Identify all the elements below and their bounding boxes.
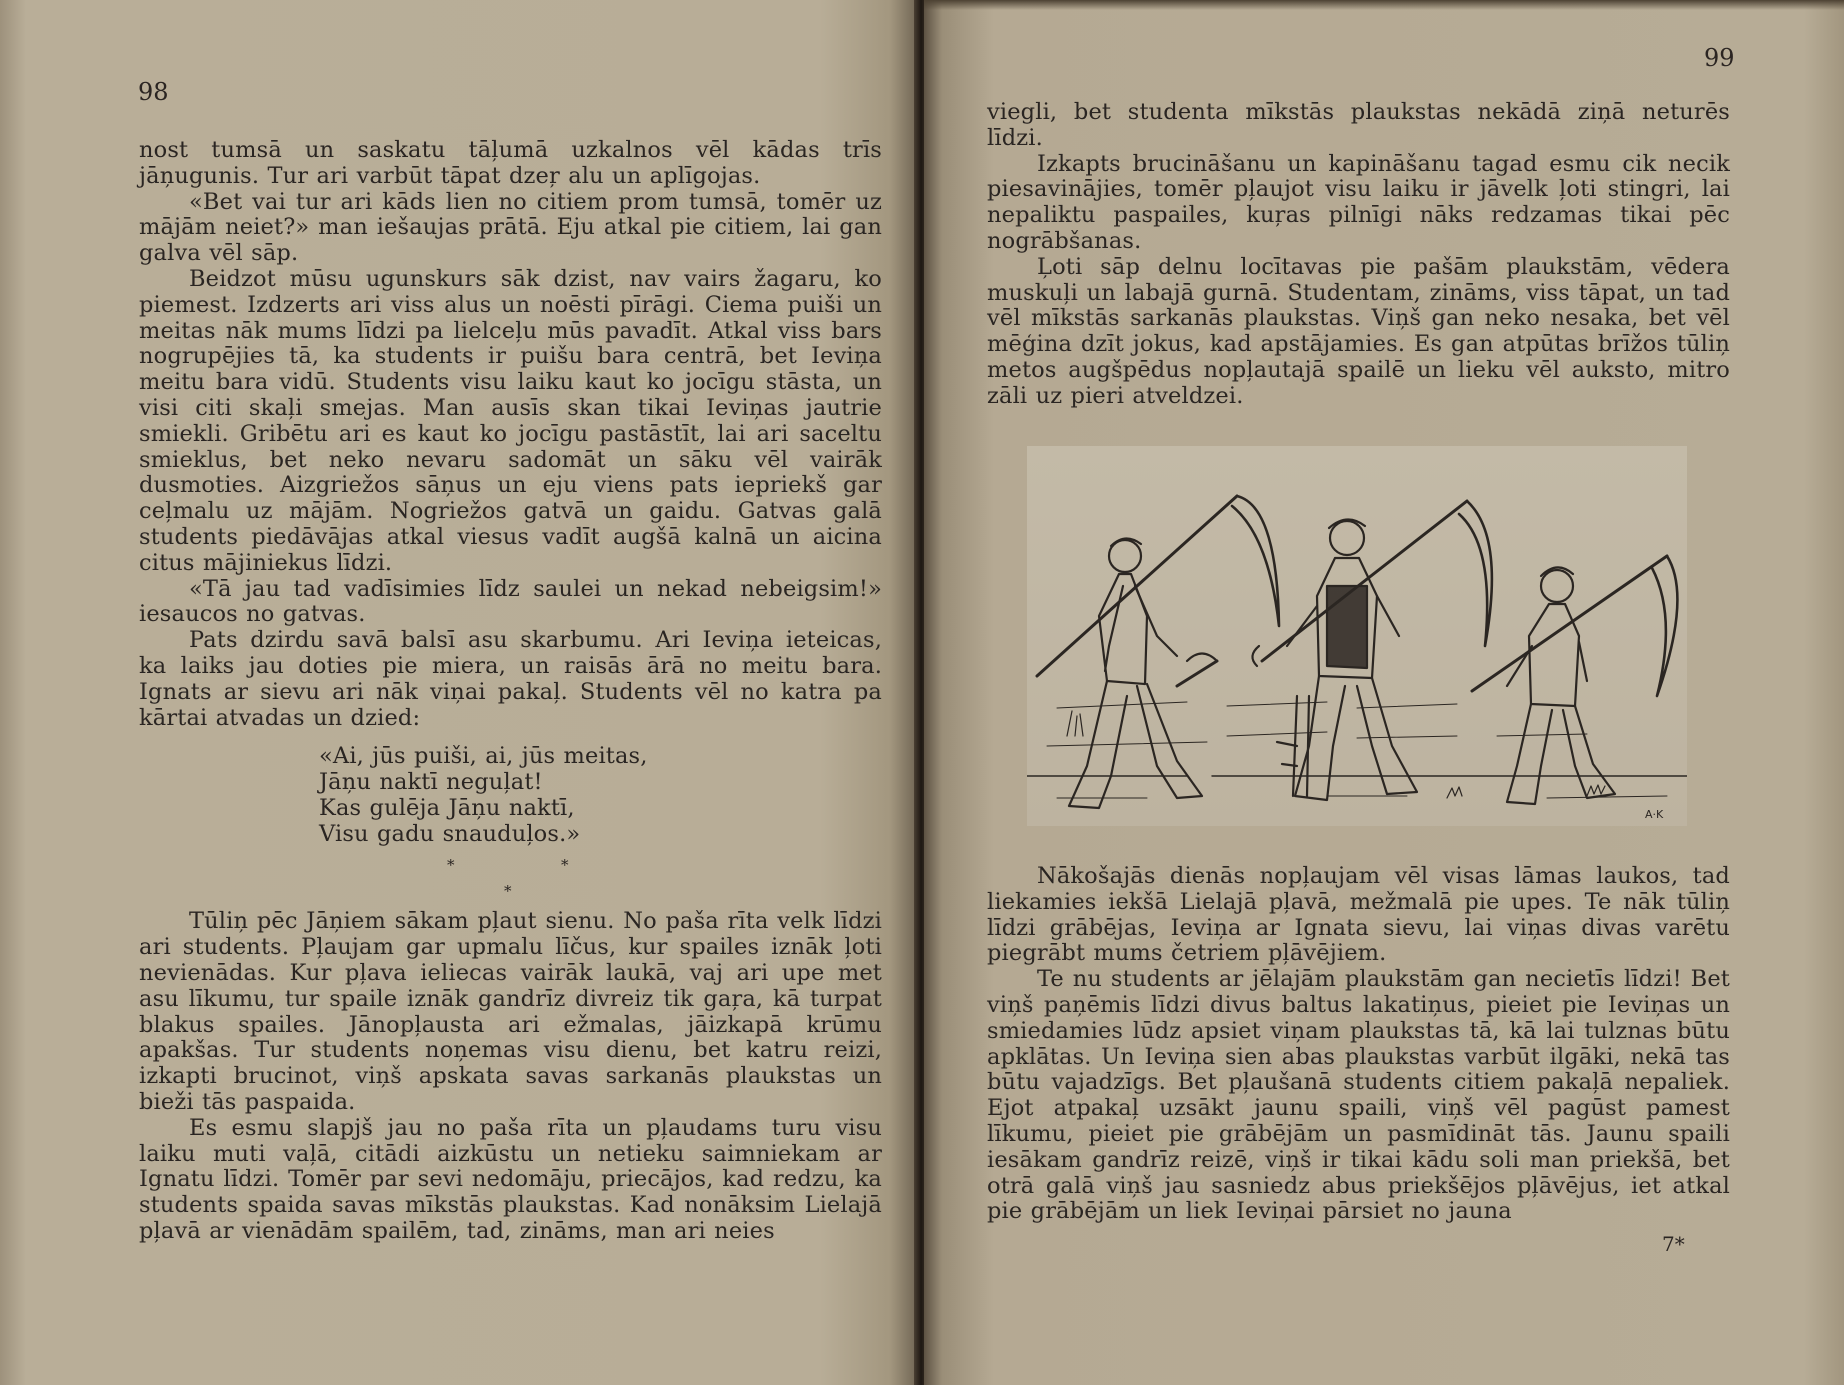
paragraph: nost tumsā un saskatu tāļumā uzkalnos vēl kādas trīs jāņugunis. Tur ari varbūt tāpat dzeŗ alu un aplīgojas. <box>139 137 882 189</box>
page-number: 99 <box>1704 44 1735 72</box>
poem-line: «Ai, jūs puiši, ai, jūs meitas, <box>319 743 648 770</box>
three-mowers-with-scythes-illustration <box>1027 446 1687 826</box>
paragraph: Izkapts brucināšanu un kapināšanu tagad esmu cik necik piesavinājies, tomēr pļaujot visu laiku ir jāvelk ļoti stingri, lai nepaliktu paspailes, kuŗas pilnīgi nāks redzamas tikai pēc nogrābšanas. <box>987 150 1730 254</box>
poem-line: Kas gulēja Jāņu naktī, <box>319 795 575 822</box>
left-body-text <box>139 138 882 1245</box>
paragraph: Es esmu slapjš jau no paša rīta un pļaudams turu visu laiku muti vaļā, citādi aizkūstu un netieku saimniekam ar Ignatu līdzi. Tomēr par sevi nedomāju, priecājos, kad redzu, ka students spaida savas mīkstās plaukstas. Kad nonāksim Lielajā pļavā ar vienādām spailēm, tad, zināms, man ari neies <box>139 1114 882 1244</box>
illustration-signature: A·K <box>1645 808 1664 821</box>
poem-stanza <box>319 743 882 847</box>
paragraph: Tūliņ pēc Jāņiem sākam pļaut sienu. No paša rīta velk līdzi ari students. Pļaujam gar upmalu līčus, kur spailes iznāk ļoti nevienādas. Kur pļava ieliecas vairāk laukā, vaj ari upe met asu līkumu, tur spaile iznāk gandrīz divreiz tik gaŗa, kā turpat blakus spailes. Jānopļausta ari ežmalas, jāizkapā krūmu apakšas. Tur students noņemas visu dienu, bet katru reizi, izkapti brucinot, viņš apskata savas sarkanās plaukstas un bieži tās paspaida. <box>139 908 882 1115</box>
asterisk: * <box>447 856 455 875</box>
poem-line: Jāņu naktī neguļat! <box>319 769 543 796</box>
paragraph: Ļoti sāp delnu locītavas pie pašām plaukstām, vēdera muskuļi un labajā gurnā. Studentam, zināms, viss tāpat, un tad vēl mīkstās sarkanās plaukstas. Viņš gan neko nesaka, bet vēl mēģina dzīt jokus, kad apstājamies. Es gan atpūtas brīžos tūliņ metos augšpēdus nopļautajā spailē un lieku vēl auksto, mitro zāli uz pieri atveldzei. <box>987 253 1730 409</box>
right-body-text-bottom <box>987 864 1730 1225</box>
asterisk: * <box>504 882 512 901</box>
signature-mark: 7* <box>1662 1232 1685 1256</box>
paragraph: Beidzot mūsu ugunskurs sāk dzist, nav vairs žagaru, ko piemest. Izdzerts ari viss alus un noēsti pīrāgi. Ciema puiši un meitas nāk mums līdzi pa lielceļu mūs pavadīt. Atkal viss bars nogrupējies tā, ka students ir puišu bara centrā, bet Ieviņa meitu bara vidū. Students visu laiku kaut ko jocīgu stāsta, un visi citi skaļi smejas. Man ausīs skan tikai Ieviņas jautrie smiekli. Gribētu ari es kaut ko jocīgu pastāstīt, lai ari saceltu smieklus, bet neko nevaru sadomāt un sāku vēl vairāk dusmoties. Aizgriežos sāņus un eju viens pats iepriekš gar ceļmalu uz mājām. Nogriežos gatvā un gaidu. Gatvas galā students piedāvājas atkal viesus vadīt augšā kalnā un aicina citus mājiniekus līdzi. <box>139 265 882 576</box>
paragraph: «Tā jau tad vadīsimies līdz saulei un nekad nebeigsim!» iesaucos no gatvas. <box>139 575 882 628</box>
illustration-drawing <box>1027 446 1687 826</box>
paragraph: viegli, bet studenta mīkstās plaukstas nekādā ziņā neturēs līdzi. <box>987 99 1730 151</box>
paragraph: «Bet vai tur ari kāds lien no citiem prom tumsā, tomēr uz mājām neiet?» man iešaujas prātā. Eju atkal pie citiem, lai gan galva vēl sāp. <box>139 188 882 267</box>
page-top-shadow <box>924 0 1844 10</box>
paragraph: Te nu students ar jēlajām plaukstām gan necietīs līdzi! Bet viņš paņēmis līdzi divus baltus lakatiņus, pieiet pie Ieviņas un smiedamies lūdz apsiet viņam plaukstas tā, kā lai tulznas būtu apklātas. Un Ieviņa sien abas plaukstas varbūt ilgāki, nekā tas būtu vajadzīgs. Bet pļaušanā students citiem pakaļā nepaliek. Ejot atpakaļ uzsākt jaunu spaili, viņš vēl pagūst pamest līkumu, pieiet pie grābējām un pasmīdināt tās. Jaunu spaili iesākam gandrīz reizē, viņš ir tikai kādu soli man priekšā, bet otrā galā viņš jau sasniedz abus priekšējos pļāvējus, iet atkal pie grābējām un liek Ieviņai pārsiet no jauna <box>987 966 1730 1225</box>
left-page <box>0 0 918 1385</box>
paragraph: Nākošajās dienās nopļaujam vēl visas lāmas laukos, tad liekamies iekšā Lielajā pļavā, mežmalā pie upes. Te nāk tūliņ līdzi grābējas, Ieviņa ar Ignata sievu, lai viņas divas varētu piegrābt mums četriem pļāvējiem. <box>987 863 1730 967</box>
section-separator <box>139 853 882 909</box>
asterisk: * <box>561 856 569 875</box>
right-body-text-top <box>987 100 1730 410</box>
poem-line: Visu gadu snauduļos.» <box>319 821 581 848</box>
page-number: 98 <box>138 78 169 106</box>
paragraph: Pats dzirdu savā balsī asu skarbumu. Ari Ieviņa ieteicas, ka laiks jau doties pie miera, un raisās ārā no meitu bara. Ignats ar sievu ari nāk viņai pakaļ. Students vēl no katra pa kārtai atvadas un dzied: <box>139 627 882 731</box>
